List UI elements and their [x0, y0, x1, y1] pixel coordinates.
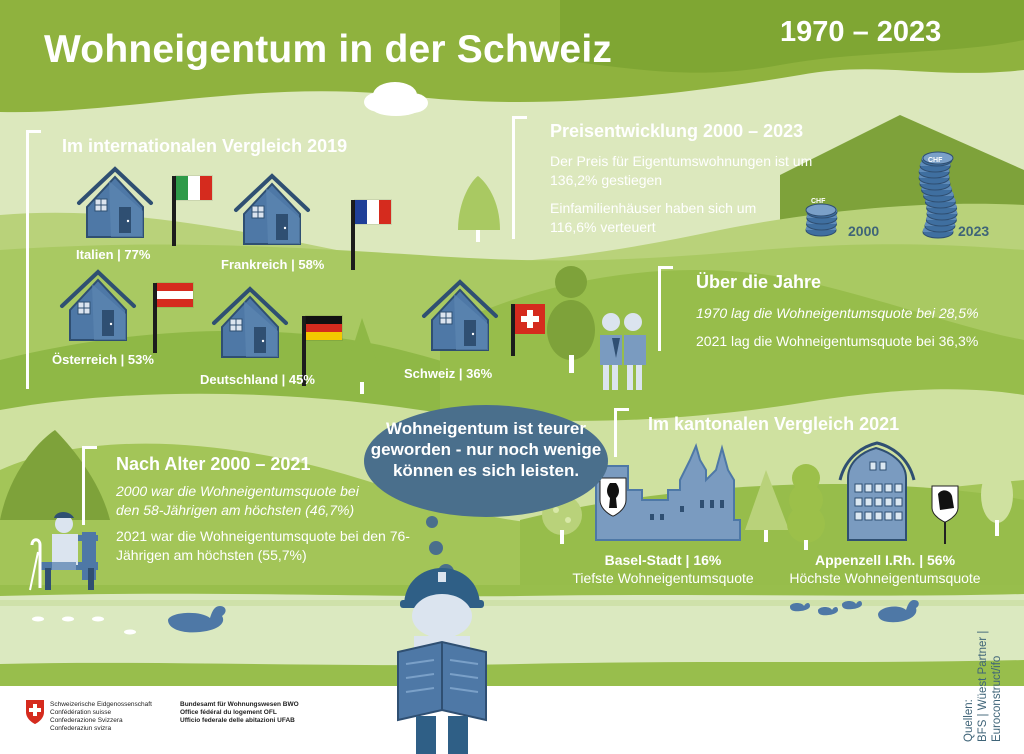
- country-label-france: Frankreich | 58%: [221, 257, 325, 272]
- international-heading: Im internationalen Vergleich 2019: [62, 136, 348, 156]
- canton-lowest-name: Basel-Stadt | 16%: [604, 552, 722, 568]
- section-bracket: [614, 408, 629, 457]
- years-2021-text: 2021 lag die Wohneigentumsquote bei 36,3%: [696, 333, 979, 349]
- france-flag: [355, 200, 391, 224]
- office-line: Bundesamt für Wohnungswesen BWO: [180, 701, 299, 708]
- confederation-line: Confederazione Svizzera: [50, 717, 123, 724]
- coin-currency-label: CHF: [928, 157, 943, 164]
- coin-year-start: 2000: [848, 223, 880, 239]
- confederation-line: Confederaziun svizra: [50, 725, 112, 732]
- section-bracket: [512, 116, 527, 239]
- confederation-line: Confédération suisse: [50, 709, 112, 716]
- age-heading: Nach Alter 2000 – 2021: [116, 454, 311, 474]
- confederation-line: Schweizerische Eidgenossenschaft: [50, 701, 152, 708]
- office-line: Ufficio federale delle abitazioni UFAB: [180, 717, 295, 724]
- sources-text: [962, 631, 1004, 742]
- cantons-heading: Im kantonalen Vergleich 2021: [648, 414, 900, 434]
- office-text: [180, 701, 299, 725]
- country-label-switzerland: Schweiz | 36%: [404, 366, 493, 381]
- age-2000-text: 2000 war die Wohneigentumsquote bei den 58-Jährigen am höchsten (46,7%): [116, 483, 359, 518]
- country-label-austria: Österreich | 53%: [52, 352, 154, 367]
- section-bracket: [658, 266, 673, 351]
- section-bracket: [82, 446, 97, 525]
- italy-flag: [176, 176, 212, 200]
- canton-lowest: [548, 551, 778, 587]
- sources-line: Quellen:: [963, 699, 975, 742]
- country-label-germany: Deutschland | 45%: [200, 372, 315, 387]
- prices-houses-text: Einfamilienhäuser haben sich um 116,6% verteuert: [550, 200, 757, 235]
- prices-heading: Preisentwicklung 2000 – 2023: [550, 121, 804, 141]
- coin-currency-label: CHF: [811, 198, 826, 205]
- thought-bubble-text: Wohneigentum ist teurer geworden - nur noch wenige können es sich leisten.: [370, 419, 602, 480]
- coin-stack-2000: [806, 204, 837, 236]
- germany-flag: [306, 316, 342, 340]
- canton-highest: [770, 551, 1000, 587]
- coin-year-end: 2023: [958, 223, 990, 239]
- section-bracket: [26, 130, 41, 389]
- tree-icon: [787, 464, 825, 550]
- canton-highest-note: Höchste Wohneigentumsquote: [789, 570, 981, 586]
- prices-apartments-text: Der Preis für Eigentumswohnungen ist um 136,2% gestiegen: [550, 153, 813, 188]
- period-label: 1970 – 2023: [780, 16, 942, 48]
- confederation-text: [50, 701, 152, 733]
- years-heading: Über die Jahre: [696, 272, 822, 292]
- age-2021-text: 2021 war die Wohneigentumsquote bei den 76-Jährigen am höchsten (55,7%): [116, 528, 410, 563]
- austria-flag: [157, 283, 193, 307]
- office-line: Office fédéral du logement OFL: [180, 709, 277, 716]
- sources-line: Euroconstruct/ifo: [991, 655, 1003, 742]
- country-label-italy: Italien | 77%: [76, 247, 151, 262]
- page-title: Wohneigentum in der Schweiz: [44, 28, 613, 71]
- canton-lowest-note: Tiefste Wohneigentumsquote: [572, 570, 754, 586]
- sources-line: BFS | Wüest Partner |: [977, 630, 989, 742]
- canton-highest-name: Appenzell I.Rh. | 56%: [814, 552, 956, 568]
- switzerland-flag: [515, 304, 545, 334]
- years-1970-text: 1970 lag die Wohneigentumsquote bei 28,5%: [696, 305, 979, 321]
